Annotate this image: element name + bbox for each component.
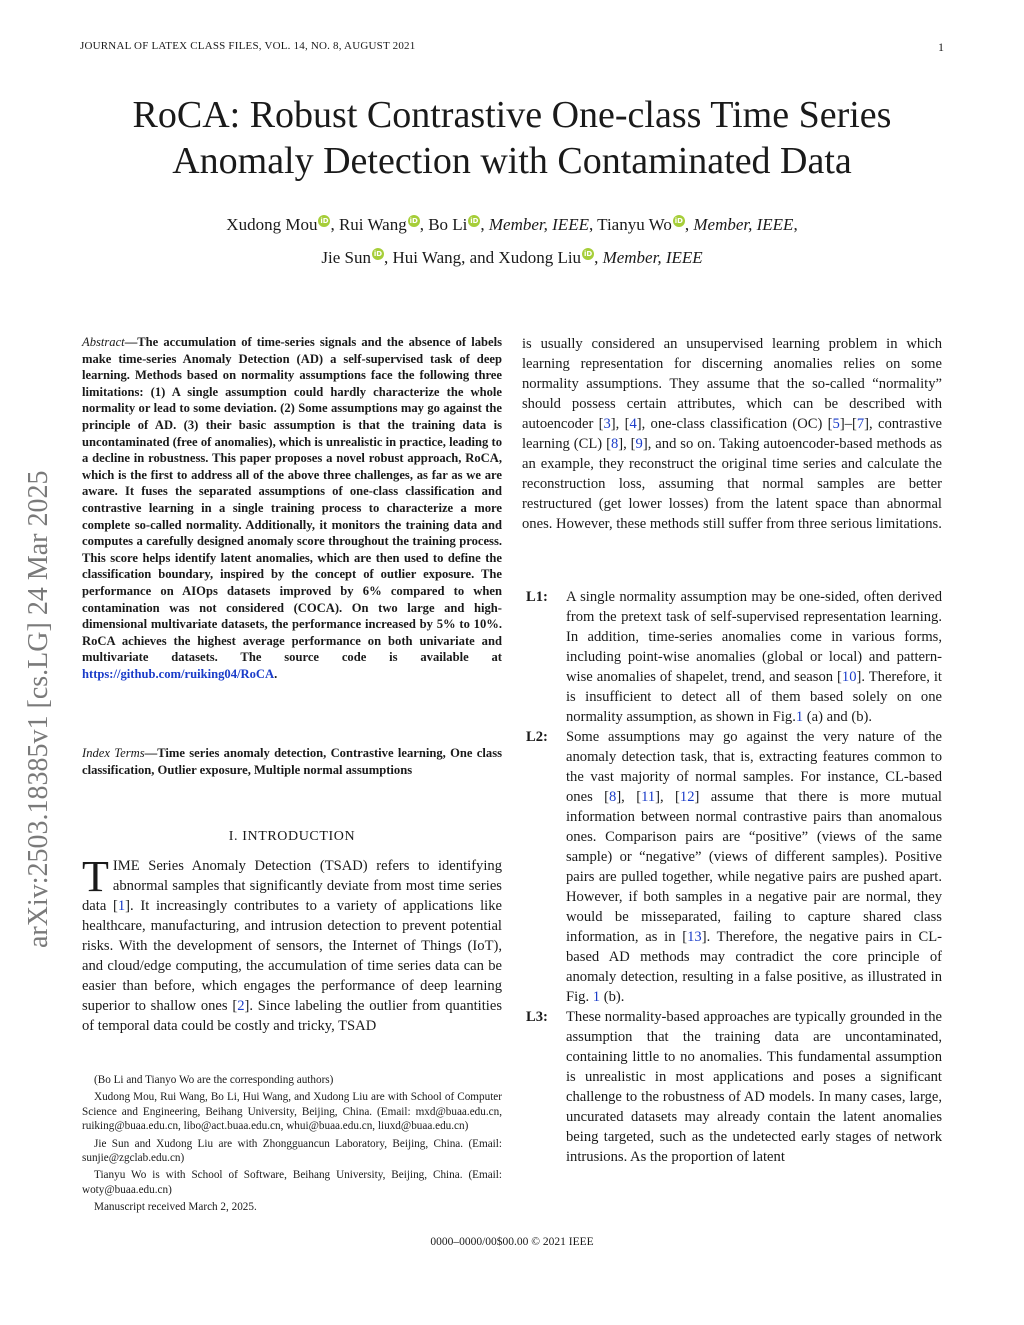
copyright-footer: 0000–0000/00$00.00 © 2021 IEEE [430,1236,594,1248]
footnote: Manuscript received March 2, 2025. [94,1201,257,1214]
limitation-item [522,587,942,727]
author-name: Xudong Mou [226,215,318,234]
author-line-1: Xudong Mou iD , Rui Wang iD , Bo Li iD , Member, IEEE, Tianyu Wo iD , Member, IEEE, [226,215,798,234]
limitation-item [522,1007,942,1167]
author-name: Jie Sun [321,248,371,267]
paper-title: RoCA: Robust Contrastive One-class Time Series Anomaly Detection with Contaminated Data [132,94,892,182]
author-name: Hui Wang, and Xudong Liu [392,248,582,267]
author-name: Tianyu Wo [597,215,672,234]
orcid-icon[interactable]: iD [470,217,479,226]
index-terms: Index Terms—Time series anomaly detection, Contrastive learning, One class classification, Outlier exposure, Multiple normal assumptions [82,746,502,777]
footnote: Xudong Mou, Rui Wang, Bo Li, Hui Wang, and Xudong Liu are with School of Computer Science and Engineering, Beihang University, Beijing, China. (Email: mxd@buaa.edu.cn, ruiking@buaa.edu.cn, libo@act.buaa.edu.cn, whui@buaa.edu.cn, liuxd@buaa.edu.cn) [82,1091,502,1133]
citation-link[interactable]: 2 [237,998,245,1014]
abstract: Abstract—The accumulation of time-series signals and the absence of labels make time-series Anomaly Detection (AD) a self-supervised task of deep learning. Methods based on normality assumptions face the following three limitations: (1) A single assumption could hardly characterize the whole normality or lead to some deviation. (2) Some assumptions may go against the principle of AD. (3) their basic assumption is that the training data is uncontaminated (free of anomalies), which is unrealistic in practice, leading to a decline in robustness. This paper proposes a novel robust approach, RoCA, which is the first to address all of the above three challenges, as far as we are aware. It fuses the separated assumptions of one-class classification and contrastive learning in a single training process to characterize a more complete so-called normality. Additionally, it monitors the training data and computes a carefully designed anomaly score throughout the training process. This score helps identify latent anomalies, which are then used to define the classification boundary, inspired by the concept of outlier exposure. The performance on AIOps datasets improved by 6% compared to when contamination was not considered (COCA). On two large and high-dimensional multivariate datasets, the performance increased by 5% to 10%. RoCA achieves the highest average performance on both univariate and multivariate datasets. The source code is available at https://github.com/ruiking04/RoCA. [82,335,502,681]
section-heading: I. INTRODUCTION [228,829,356,844]
limitation-tag: L2: [526,729,548,745]
citation-link[interactable]: 5 [832,416,840,432]
author-name: Rui Wang [338,215,407,234]
author-name: Bo Li [428,215,468,234]
footnotes [82,1073,502,1218]
footnote: Tianyu Wo is with School of Software, Beihang University, Beijing, China. (Email: woty@buaa.edu.cn) [82,1169,502,1196]
orcid-icon[interactable]: iD [320,217,329,226]
intro-paragraph: TIME Series Anomaly Detection (TSAD) refers to identifying abnormal samples that significantly deviate from most time series data [1]. It increasingly contributes to a variety of applications like healthcare, manufacturing, and intrusion detection to prevent potential risks. With the development of sensors, the Internet of Things (IoT), and cloud/edge computing, the accumulation of time series data can be easier than before, which engages the performance of deep learning superior to shallow ones [2]. Since labeling the outlier from quantities of temporal data could be costly and tricky, TSAD [82,852,502,1034]
author-list [100,208,924,274]
orcid-icon[interactable]: iD [583,250,593,259]
author-line-2: Jie Sun iD , Hui Wang, and Xudong Liu iD , Member, IEEE [321,248,703,267]
limitation-text: These normality-based approaches are typically grounded in the assumption that the training data are uncontaminated, containing little to no anomalies. This fundamental assumption is unrealistic in most applications and poses a significant challenge to the robustness of AD models. In many cases, large, uncurated datasets may already contain the latent anomalies being targeted, such as the undetected early stages of network intrusions. As the proportion of latent [566,1009,942,1165]
page-number: 1 [938,40,944,54]
figure-link[interactable]: 1 [795,709,804,725]
citation-link[interactable]: 11 [641,789,656,805]
orcid-icon[interactable]: iD [409,217,418,226]
author-affiliation: Member, IEEE [602,248,703,267]
citation-link[interactable]: 8 [609,789,617,805]
footnote: Jie Sun and Xudong Liu are with Zhongguancun Laboratory, Beijing, China. (Email: sunjie@zgclab.edu.cn) [82,1137,502,1165]
limitation-item [522,727,942,1007]
citation-link[interactable]: 1 [117,898,126,914]
index-terms-label: Index Terms [82,746,145,760]
citation-link[interactable]: 3 [603,416,611,432]
orcid-icon[interactable]: iD [373,250,383,259]
limitations-list [522,587,942,1167]
index-terms-text: Time series anomaly detection, Contrastive learning, One class classification, Outlier exposure, Multiple normal assumptions [82,746,502,777]
orcid-icon[interactable]: iD [674,217,683,226]
limitation-text: A single normality assumption may be one-sided, often derived from the pretext task of self-supervised representation learning. In addition, time-series anomalies come in various forms, including point-wise anomalies (global or local) and pattern-wise anomalies of shapelet, trend, and season [10]. Therefore, it is insufficient to detect all of them based solely on one normality assumption, as shown in Fig.1 (a) and (b). [566,589,942,725]
citation-link[interactable]: 12 [679,789,695,805]
author-affiliation: Member, IEEE [693,215,794,234]
citation-link[interactable]: 7 [856,416,865,432]
footnote: (Bo Li and Tianyo Wo are the corresponding authors) [94,1074,334,1086]
drop-cap: T [82,852,109,901]
limitation-tag: L3: [526,1009,548,1025]
source-code-link[interactable]: https://github.com/ruiking04/RoCA [82,666,275,681]
intro-continuation: is usually considered an unsupervised learning problem in which learning representation for discerning anomalies relies on some normality assumptions. They assume that the so-called “normality” should possess certain attributes, which can be described with autoencoder [3], [4], one-class classification (OC) [5]–[7], contrastive learning (CL) [8], [9], and so on. Taking autoencoder-based methods as an example, they reconstruct the original time series and calculate the reconstruction loss, assuming that normal samples are better restructured (get lower losses) from the latent space than abnormal ones. However, these methods still suffer from three serious limitations. [522,336,942,532]
citation-link[interactable]: 10 [841,669,857,685]
abstract-label: Abstract [82,335,125,349]
running-head: JOURNAL OF LATEX CLASS FILES, VOL. 14, NO. 8, AUGUST 2021 [80,40,416,52]
limitation-text: Some assumptions may go against the very nature of the anomaly detection task, that is, extracting features common to the vast majority of normal samples. For instance, CL-based ones [8], [11], [12] assume that there is more mutual information between normal contrastive pairs than anomalous ones. Comparison pairs are “positive” (views of the same sample) or “negative” (views of different samples). Positive pairs are pulled together, while negative pairs are pushed apart. However, if both samples in a negative pair are normal, they would be misseparated, failing to capture shared class information, as in [13]. Therefore, the negative pairs in CL-based AD methods may contradict the core principle of anomaly detection, resulting in a false positive, as illustrated in Fig. 1 (b). [566,729,942,1005]
figure-link[interactable]: 1 [592,989,601,1005]
citation-link[interactable]: 8 [610,436,619,452]
author-affiliation: Member, IEEE [488,215,589,234]
citation-link[interactable]: 4 [629,416,637,432]
citation-link[interactable]: 13 [687,929,702,945]
arxiv-stamp: arXiv:2503.18385v1 [cs.LG] 24 Mar 2025 [23,470,54,948]
citation-link[interactable]: 9 [635,436,643,452]
abstract-text: The accumulation of time-series signals and the absence of labels make time-series Anomaly Detection (AD) a self-supervised task of deep learning. Methods based on normality assumptions face the following three limitations: (1) A single assumption could hardly characterize the whole normality or lead to some deviation. (2) Some assumptions may go against the principle of AD. (3) their basic assumption is that the training data is uncontaminated (free of anomalies), which is unrealistic in practice, leading to a decline in robustness. This paper proposes a novel robust approach, RoCA, which is the first to address all of the above three challenges, as far as we are aware. It fuses the separated assumptions of one-class classification and contrastive learning in a single training process to characterize a more complete so-called normality. Additionally, it monitors the training data and computes a carefully designed anomaly score throughout the training process. This score helps identify latent anomalies, which are then used to define the classification boundary, inspired by the concept of outlier exposure. The performance on AIOps datasets improved by 6% compared to when contamination was not considered (COCA). On two large and high-dimensional multivariate datasets, the performance increased by 5% to 10%. RoCA achieves the highest average performance on both univariate and multivariate datasets. The source code is available at [82,335,502,665]
limitation-tag: L1: [526,589,548,605]
